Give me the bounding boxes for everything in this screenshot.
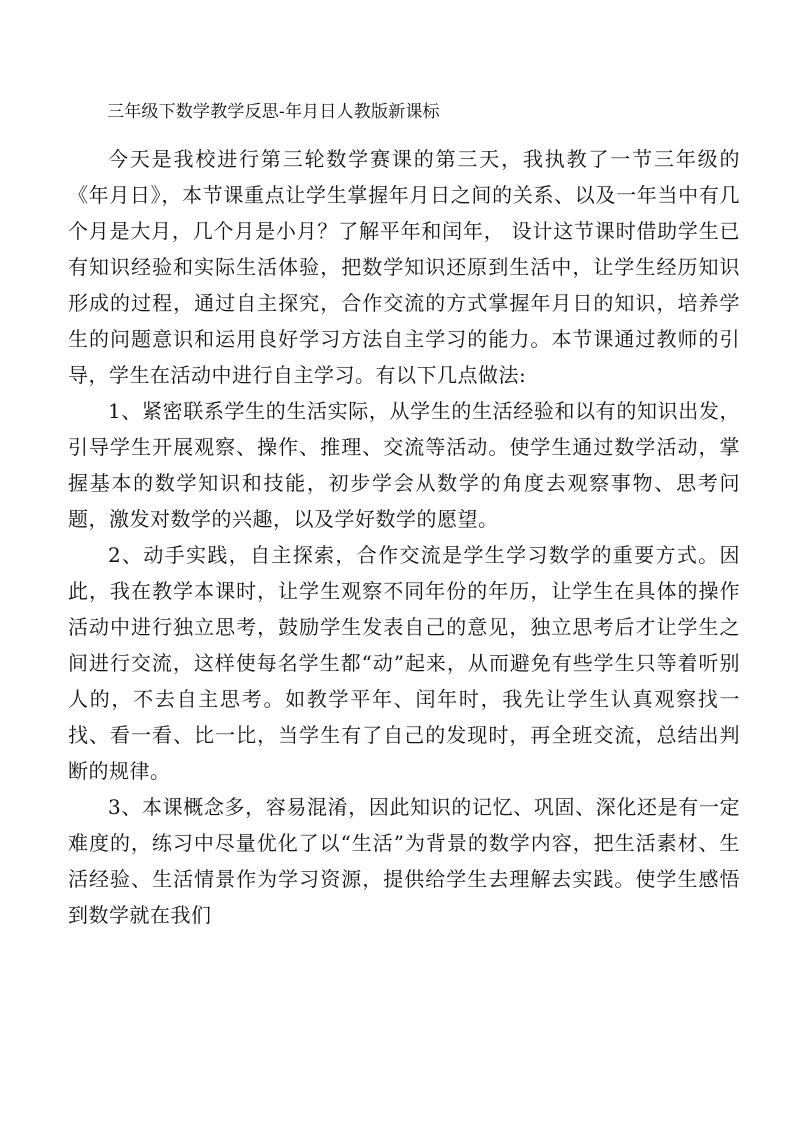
paragraph-point-2: 2、动手实践，自主探索，合作交流是学生学习数学的重要方式。因此，我在教学本课时，让学生观察不同年份的年历，让学生在具体的操作活动中进行独立思考，鼓励学生发表自己的意见，独立思考后才让学生之间进行交流，这样使每名学生都“动”起来，从而避免有些学生只等着听别人的，不去自主思考。如教学平年、闰年时，我先让学生认真观察找一找、看一看、比一比，当学生有了自己的发现时，再全班交流，总结出判断的规律。 [68,543,740,783]
paragraph-point-1: 1、紧密联系学生的生活实际，从学生的生活经验和以有的知识出发，引导学生开展观察、操作、推理、交流等活动。使学生通过数学活动，掌握基本的数学知识和技能，初步学会从数学的角度去观察事物、思考问题，激发对数学的兴趣，以及学好数学的愿望。 [68,399,740,531]
document-body [68,141,740,933]
paragraph-point-3: 3、本课概念多，容易混淆，因此知识的记忆、巩固、深化还是有一定难度的，练习中尽量优化了以“生活”为背景的数学内容，把生活素材、生活经验、生活情景作为学习资源，提供给学生去理解去实践。使学生感悟到数学就在我们 [68,795,740,927]
paragraph-intro: 今天是我校进行第三轮数学赛课的第三天，我执教了一节三年级的《年月日》，本节课重点让学生掌握年月日之间的关系、以及一年当中有几个月是大月，几个月是小月？了解平年和闰年， 设计这节课时借助学生已有知识经验和实际生活体验，把数学知识还原到生活中，让学生经历知识形成的过程，通过自主探究，合作交流的方式掌握年月日的知识，培养学生的问题意识和运用良好学习方法自主学习的能力。本节课通过教师的引导，学生在活动中进行自主学习。有以下几点做法: [68,147,740,387]
document-title: 三年级下数学教学反思-年月日人教版新课标 [107,102,440,122]
